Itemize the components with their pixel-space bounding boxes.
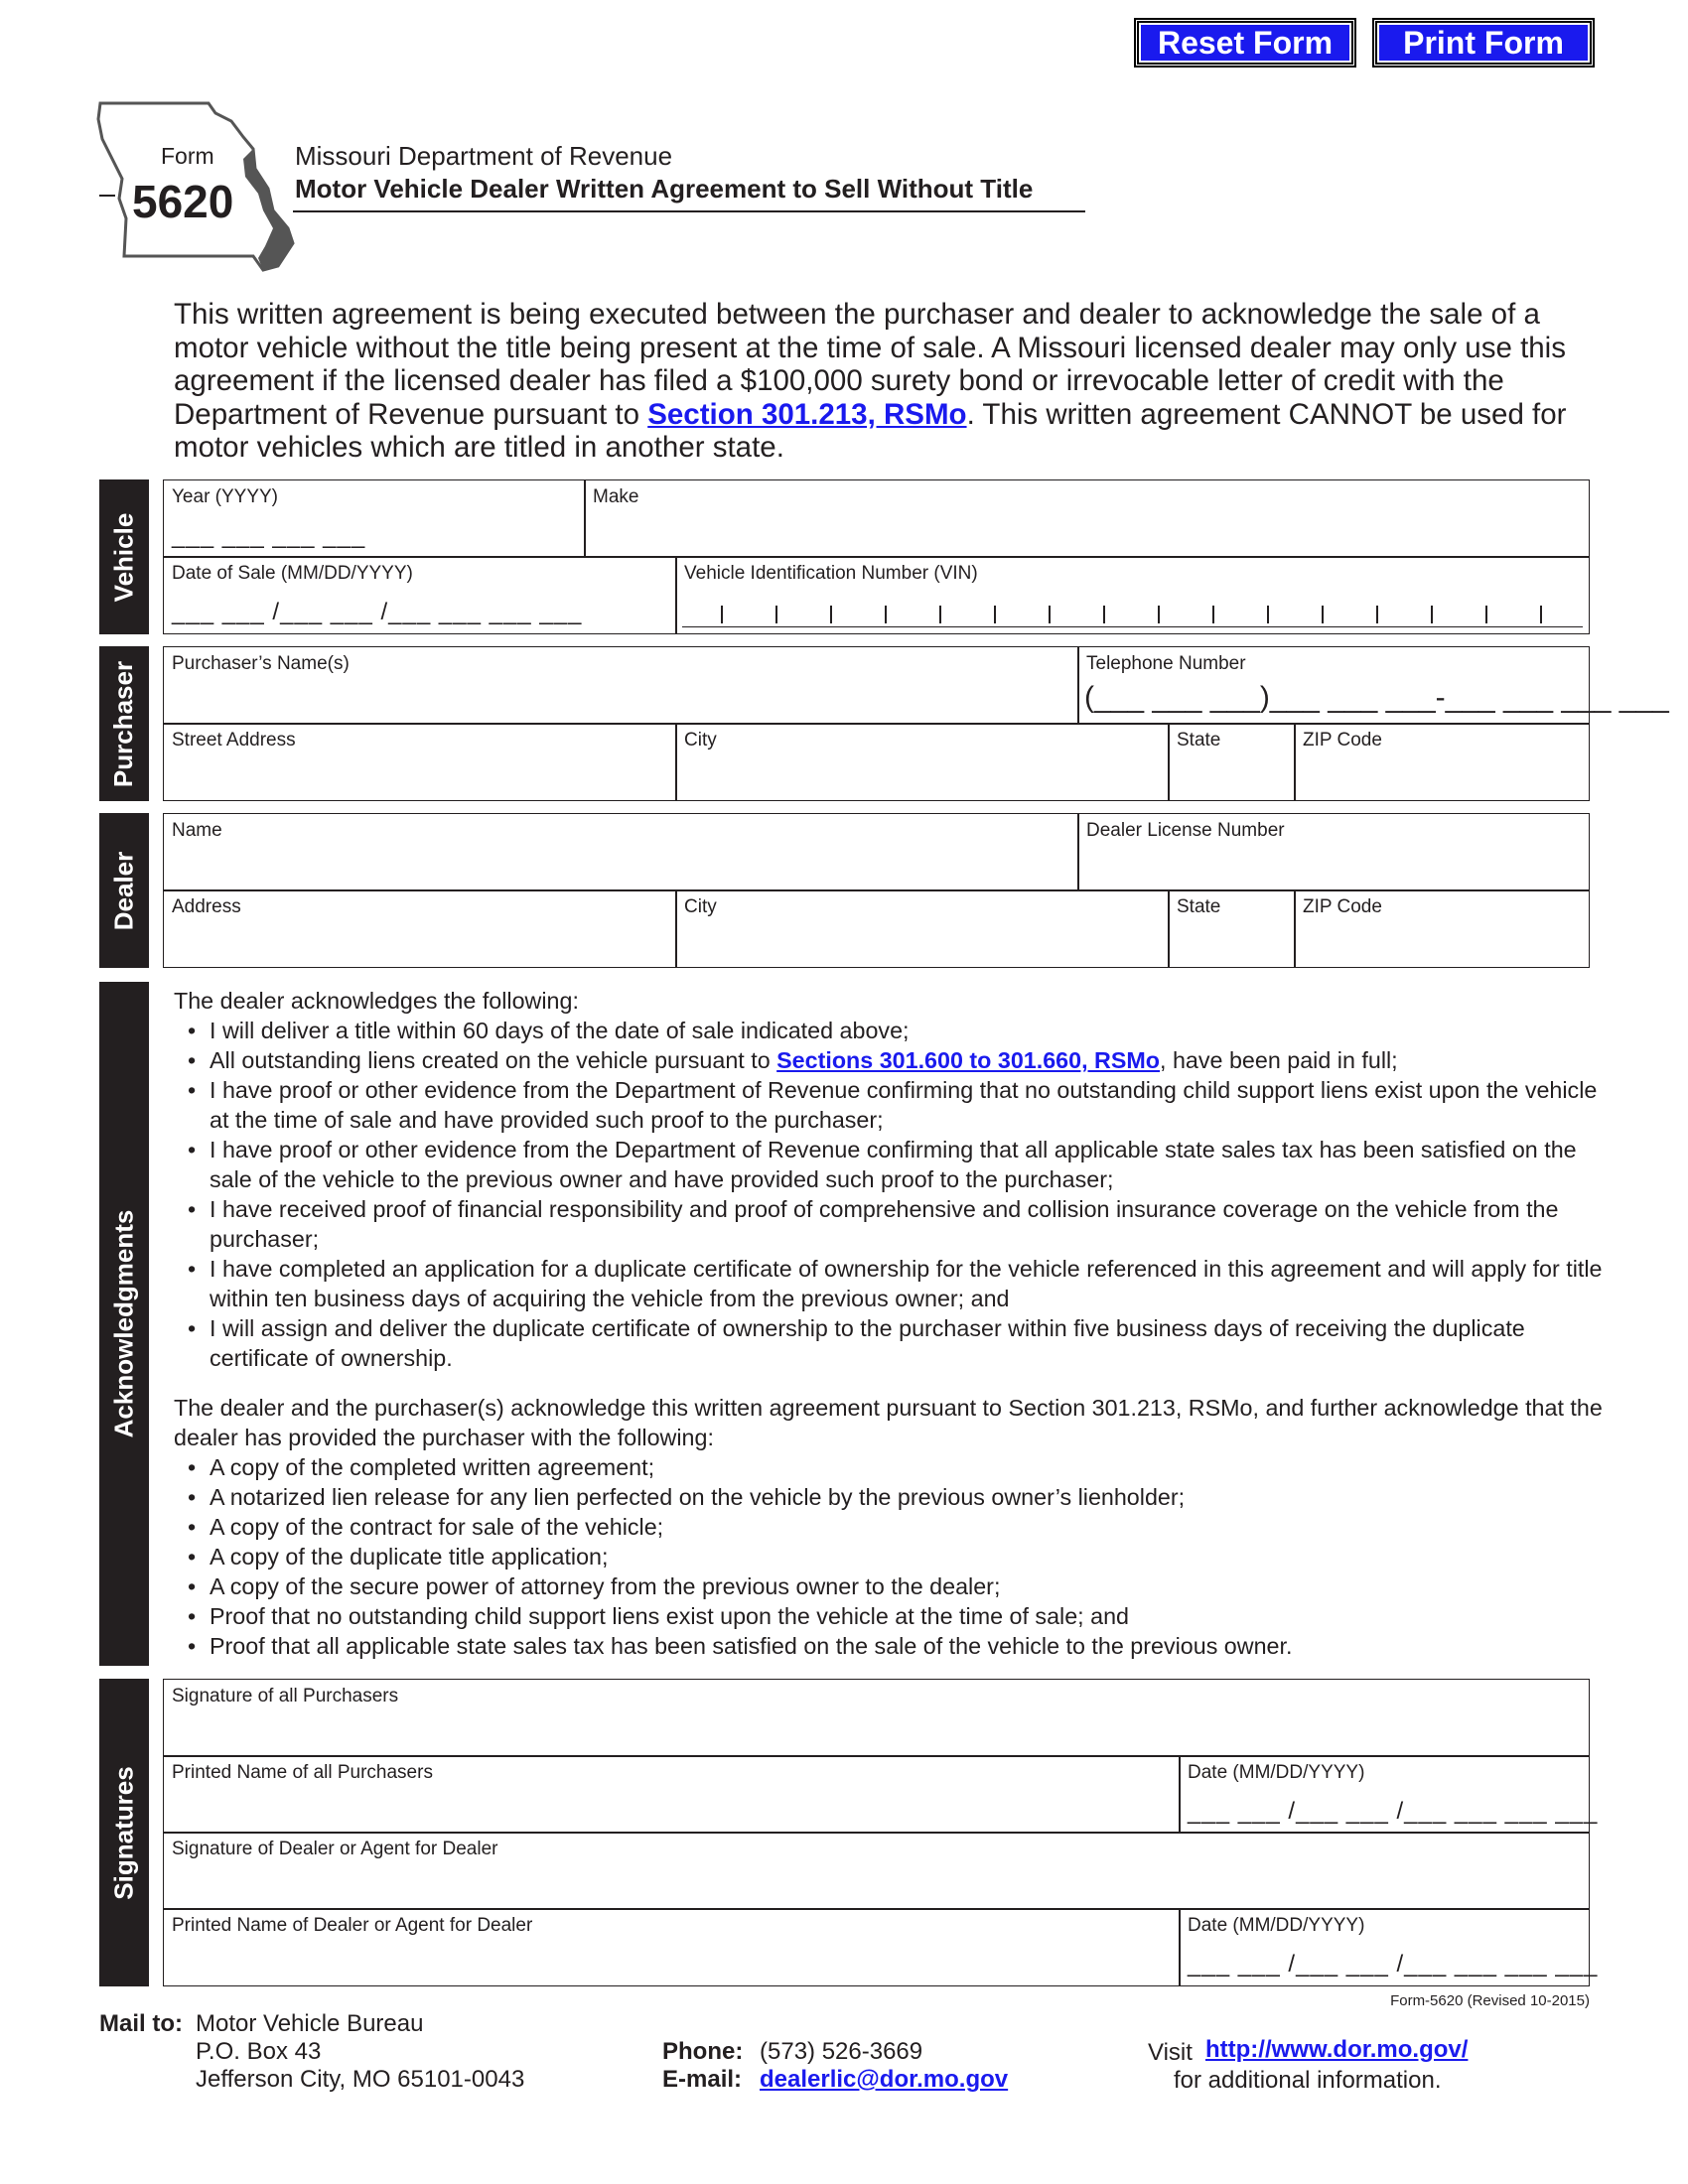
purchasers-printed-name-field[interactable] [163, 1755, 1181, 1834]
dealer-city-label: City [684, 896, 717, 917]
vin-tick [1485, 606, 1487, 623]
phone-label: Phone: [662, 2038, 744, 2065]
ack-item: • Proof that no outstanding child support liens exist upon the vehicle at the time of sale; and [210, 1601, 1604, 1631]
acknowledgments-tab-label: Acknowledgments [108, 1209, 139, 1438]
dealer-zip-field[interactable] [1294, 889, 1590, 968]
ack-item: • A copy of the contract for sale of the vehicle; [210, 1512, 1604, 1542]
ack-item: • I will deliver a title within 60 days of the date of sale indicated above; [210, 1016, 1604, 1045]
vin-tick [1103, 606, 1105, 623]
ack-item: • I have received proof of financial responsibility and proof of comprehensive and collision insurance coverage on the vehicle from the purchaser; [210, 1194, 1604, 1254]
purchasers-date-field[interactable] [1179, 1755, 1599, 1834]
dealer-license-field[interactable] [1077, 813, 1590, 891]
purchaser-name-field[interactable] [163, 646, 1079, 725]
vin-tick [1322, 606, 1324, 623]
dealer-date-field[interactable] [1179, 1908, 1599, 1986]
purchaser-street-field[interactable] [163, 723, 677, 801]
vin-tick [1158, 606, 1160, 623]
purchaser-state-field[interactable] [1168, 723, 1296, 801]
email-link[interactable]: dealerlic@dor.mo.gov [760, 2066, 1009, 2093]
purchaser-zip-field[interactable] [1294, 723, 1590, 801]
mail-to-label: Mail to: [99, 2010, 183, 2037]
dealer-state-field[interactable] [1168, 889, 1296, 968]
vin-tick [1049, 606, 1051, 623]
dealer-date-label: Date (MM/DD/YYYY) [1188, 1915, 1365, 1936]
dealer-section-tab [99, 813, 149, 968]
make-label: Make [593, 486, 639, 507]
mail-line-2: P.O. Box 43 [196, 2038, 322, 2065]
vin-field[interactable] [675, 556, 1590, 634]
ack-item-text: All outstanding liens created on the vehicle pursuant to [210, 1047, 777, 1073]
vin-tick [885, 606, 887, 623]
vin-tick [1212, 606, 1214, 623]
date-of-sale-blank: ___ ___ /___ ___ /___ ___ ___ ___ [172, 599, 583, 625]
print-form-button[interactable]: Print Form [1375, 21, 1592, 65]
phone-number: (573) 526-3669 [760, 2038, 923, 2065]
vin-tick [775, 606, 777, 623]
vin-tick [939, 606, 941, 623]
year-label: Year (YYYY) [172, 486, 279, 507]
form-number: 5620 [132, 176, 234, 227]
dealer-printed-name-label: Printed Name of Dealer or Agent for Dealer [172, 1915, 533, 1936]
vehicle-section-tab [99, 479, 149, 634]
dor-website-link[interactable]: http://www.dor.mo.gov/ [1205, 2036, 1469, 2063]
signatures-tab-label: Signatures [108, 1765, 139, 1900]
purchaser-phone-field[interactable] [1077, 646, 1669, 725]
vin-tick [830, 606, 832, 623]
ack-item: • I have completed an application for a duplicate certificate of ownership for the vehicle referenced in this agreement and will apply for title within ten business days of acquiring the vehicle from the previous owner; and [210, 1254, 1604, 1313]
date-of-sale-label: Date of Sale (MM/DD/YYYY) [172, 563, 413, 584]
dealer-state-label: State [1177, 896, 1221, 917]
visit-after: for additional information. [1174, 2067, 1442, 2094]
agency-name: Missouri Department of Revenue [295, 141, 673, 171]
purchaser-street-label: Street Address [172, 730, 296, 751]
purchasers-printed-name-label: Printed Name of all Purchasers [172, 1762, 433, 1783]
dealer-city-field[interactable] [675, 889, 1170, 968]
form-word: Form [161, 143, 214, 169]
year-blank: ___ ___ ___ ___ [172, 522, 366, 549]
intro-text-before: This written agreement is being executed between the purchaser and dealer to acknowledge the sale of a motor vehicle without the title being present at the time of sale. A Missouri licensed dealer may only use this agreement if the licensed dealer has filed a $100,000 surety bond or irrevocable letter of credit with the Department of Revenue pursuant to [174, 298, 1566, 431]
purchaser-tab-label: Purchaser [108, 660, 139, 787]
email-label: E-mail: [662, 2066, 743, 2093]
purchaser-city-label: City [684, 730, 717, 751]
dealer-license-label: Dealer License Number [1086, 820, 1285, 841]
ack-item [210, 1045, 1604, 1075]
purchaser-zip-label: ZIP Code [1303, 730, 1382, 751]
ack-item: • A copy of the secure power of attorney from the previous owner to the dealer; [210, 1571, 1604, 1601]
purchaser-phone-label: Telephone Number [1086, 653, 1246, 674]
visit-label: Visit [1148, 2039, 1193, 2066]
purchasers-date-blank: ___ ___ /___ ___ /___ ___ ___ ___ [1188, 1798, 1599, 1825]
purchaser-phone-blank: (___ ___ ___)___ ___ ___-___ ___ ___ ___ [1084, 681, 1669, 714]
purchaser-section-tab [99, 646, 149, 801]
ack-item: • Proof that all applicable state sales tax has been satisfied on the sale of the vehicle to the previous owner. [210, 1631, 1604, 1661]
section-301-213-link[interactable]: Section 301.213, RSMo [647, 397, 967, 431]
make-field[interactable] [584, 479, 1590, 558]
signatures-section-tab [99, 1679, 149, 1986]
ack-item: • A copy of the completed written agreement; [210, 1452, 1604, 1482]
form-revision: Form-5620 (Revised 10-2015) [1390, 1992, 1590, 2009]
year-field[interactable] [163, 479, 586, 558]
vin-tick [1267, 606, 1269, 623]
date-of-sale-field[interactable] [163, 556, 677, 634]
dealer-address-field[interactable] [163, 889, 677, 968]
ack-item: • A copy of the duplicate title application; [210, 1542, 1604, 1571]
page-title: Motor Vehicle Dealer Written Agreement to Sell Without Title [295, 174, 1034, 204]
vin-tick [1431, 606, 1433, 623]
ack-item: • I have proof or other evidence from the Department of Revenue confirming that all applicable state sales tax has been satisfied on the sale of the vehicle to the previous owner and have provided such proof to the purchaser; [210, 1135, 1604, 1194]
vin-baseline [682, 626, 1583, 628]
mail-line-1: Motor Vehicle Bureau [196, 2010, 424, 2037]
dealer-date-blank: ___ ___ /___ ___ /___ ___ ___ ___ [1188, 1951, 1599, 1978]
ack-intro-1: The dealer acknowledges the following: [174, 988, 579, 1014]
intro-paragraph [174, 298, 1594, 465]
mailing-address [196, 2010, 524, 2094]
purchasers-signature-label: Signature of all Purchasers [172, 1686, 399, 1706]
ack-intro-2: The dealer and the purchaser(s) acknowledge this written agreement pursuant to Section 301.213, RSMo, and further acknowledge that the dealer has provided the purchaser with the following: [174, 1395, 1603, 1450]
purchaser-city-field[interactable] [675, 723, 1170, 801]
form-dash [99, 195, 115, 197]
intro-text-after: . This written agreement CANNOT be used for motor vehicles which are titled in another state. [174, 397, 1567, 464]
vehicle-tab-label: Vehicle [108, 512, 139, 602]
sections-301-600-link[interactable]: Sections 301.600 to 301.660, RSMo [776, 1047, 1161, 1073]
ack-item-text: , have been paid in full; [1160, 1047, 1398, 1073]
purchasers-signature-field[interactable] [163, 1679, 1590, 1757]
vin-tick [1540, 606, 1542, 623]
dealer-signature-label: Signature of Dealer or Agent for Dealer [172, 1839, 498, 1859]
dealer-printed-name-field[interactable] [163, 1908, 1181, 1986]
dealer-zip-label: ZIP Code [1303, 896, 1382, 917]
dealer-tab-label: Dealer [108, 851, 139, 930]
vin-tick [721, 606, 723, 623]
joint-acknowledgments [174, 1393, 1604, 1661]
dealer-acknowledgments [174, 986, 1604, 1373]
ack-item: • I will assign and deliver the duplicate certificate of ownership to the purchaser within five business days of receiving the duplicate certificate of ownership. [210, 1313, 1604, 1373]
mail-line-3: Jefferson City, MO 65101-0043 [196, 2066, 525, 2093]
purchasers-date-label: Date (MM/DD/YYYY) [1188, 1762, 1365, 1783]
vin-tick [994, 606, 996, 623]
dealer-address-label: Address [172, 896, 241, 917]
dealer-signature-field[interactable] [163, 1832, 1590, 1910]
ack-item: • A notarized lien release for any lien perfected on the vehicle by the previous owner’s lienholder; [210, 1482, 1604, 1512]
purchaser-state-label: State [1177, 730, 1221, 751]
acknowledgments-section-tab [99, 982, 149, 1666]
vin-label: Vehicle Identification Number (VIN) [684, 563, 978, 584]
title-underline [293, 210, 1085, 212]
vin-tick [1376, 606, 1378, 623]
ack-item: • I have proof or other evidence from the Department of Revenue confirming that no outstanding child support liens exist upon the vehicle at the time of sale and have provided such proof to the purchaser; [210, 1075, 1604, 1135]
purchaser-name-label: Purchaser’s Name(s) [172, 653, 350, 674]
dealer-name-label: Name [172, 820, 222, 841]
reset-form-button[interactable]: Reset Form [1137, 21, 1353, 65]
dealer-name-field[interactable] [163, 813, 1079, 891]
